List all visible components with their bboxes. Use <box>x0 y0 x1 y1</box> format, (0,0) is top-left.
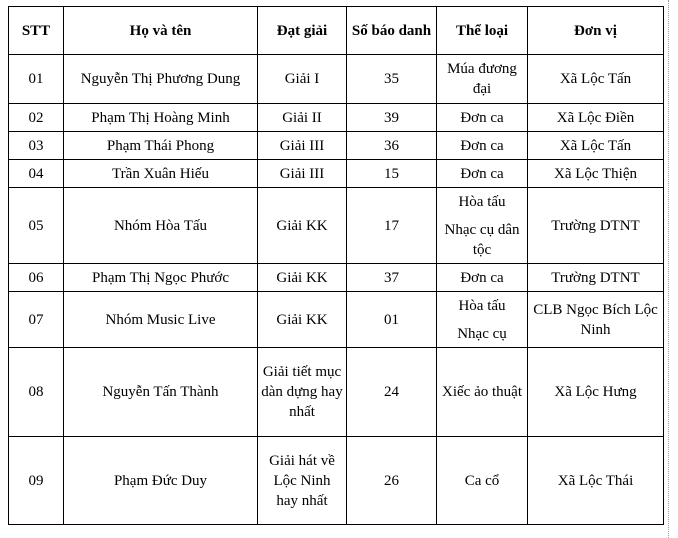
cell-unit: Trường DTNT <box>528 264 664 292</box>
cell-stt: 09 <box>9 437 64 525</box>
cell-unit: Xã Lộc Tấn <box>528 132 664 160</box>
header-award: Đạt giải <box>258 7 347 55</box>
cell-stt: 05 <box>9 188 64 264</box>
cell-sbd: 01 <box>347 292 437 348</box>
margin-guide <box>668 0 669 538</box>
cell-sbd: 17 <box>347 188 437 264</box>
cell-category <box>437 292 528 348</box>
cell-award: Giải II <box>258 104 347 132</box>
header-unit: Đơn vị <box>528 7 664 55</box>
cell-unit: Xã Lộc Thái <box>528 437 664 525</box>
cell-unit: Xã Lộc Điền <box>528 104 664 132</box>
cell-category <box>437 188 528 264</box>
cell-stt: 08 <box>9 348 64 437</box>
cell-name: Nguyễn Tấn Thành <box>64 348 258 437</box>
cell-category: Ca cổ <box>437 437 528 525</box>
cell-award: Giải III <box>258 160 347 188</box>
cell-sbd: 24 <box>347 348 437 437</box>
cell-sbd: 15 <box>347 160 437 188</box>
table-row <box>9 292 664 348</box>
cell-award: Giải hát về Lộc Ninh hay nhất <box>258 437 347 525</box>
table-row <box>9 188 664 264</box>
cell-unit: Trường DTNT <box>528 188 664 264</box>
cell-stt: 02 <box>9 104 64 132</box>
cell-unit: Xã Lộc Thiện <box>528 160 664 188</box>
table-row <box>9 264 664 292</box>
cell-stt: 06 <box>9 264 64 292</box>
table-row <box>9 132 664 160</box>
cell-name: Phạm Thị Ngọc Phước <box>64 264 258 292</box>
cell-sbd: 37 <box>347 264 437 292</box>
cell-sbd: 26 <box>347 437 437 525</box>
cell-sbd: 39 <box>347 104 437 132</box>
category-line: Hòa tấu <box>458 193 506 210</box>
table-row <box>9 55 664 104</box>
table-row <box>9 348 664 437</box>
cell-award: Giải tiết mục dàn dựng hay nhất <box>258 348 347 437</box>
header-name: Họ và tên <box>64 7 258 55</box>
cell-sbd: 35 <box>347 55 437 104</box>
category-line: Nhạc cụ dân tộc <box>444 221 520 258</box>
header-sbd: Số báo danh <box>347 7 437 55</box>
cell-name: Phạm Thái Phong <box>64 132 258 160</box>
header-stt: STT <box>9 7 64 55</box>
cell-category: Đơn ca <box>437 104 528 132</box>
cell-unit: Xã Lộc Hưng <box>528 348 664 437</box>
cell-category: Đơn ca <box>437 132 528 160</box>
awards-table <box>8 6 664 525</box>
cell-name: Nhóm Hòa Tấu <box>64 188 258 264</box>
header-category: Thể loại <box>437 7 528 55</box>
category-line: Nhạc cụ <box>457 325 507 342</box>
cell-award: Giải III <box>258 132 347 160</box>
table-header-row <box>9 7 664 55</box>
cell-name: Trần Xuân Hiếu <box>64 160 258 188</box>
category-line: Hòa tấu <box>458 297 506 314</box>
cell-name: Phạm Thị Hoàng Minh <box>64 104 258 132</box>
table-row <box>9 160 664 188</box>
cell-category: Đơn ca <box>437 264 528 292</box>
cell-stt: 01 <box>9 55 64 104</box>
cell-stt: 07 <box>9 292 64 348</box>
cell-unit: Xã Lộc Tấn <box>528 55 664 104</box>
table-row <box>9 437 664 525</box>
cell-stt: 04 <box>9 160 64 188</box>
cell-sbd: 36 <box>347 132 437 160</box>
table-row <box>9 104 664 132</box>
cell-category: Múa đương đại <box>437 55 528 104</box>
cell-award: Giải I <box>258 55 347 104</box>
cell-category: Xiếc ảo thuật <box>437 348 528 437</box>
cell-category: Đơn ca <box>437 160 528 188</box>
cell-name: Nguyễn Thị Phương Dung <box>64 55 258 104</box>
cell-award: Giải KK <box>258 264 347 292</box>
cell-award: Giải KK <box>258 188 347 264</box>
cell-name: Nhóm Music Live <box>64 292 258 348</box>
cell-stt: 03 <box>9 132 64 160</box>
cell-name: Phạm Đức Duy <box>64 437 258 525</box>
cell-unit: CLB Ngọc Bích Lộc Ninh <box>528 292 664 348</box>
cell-award: Giải KK <box>258 292 347 348</box>
